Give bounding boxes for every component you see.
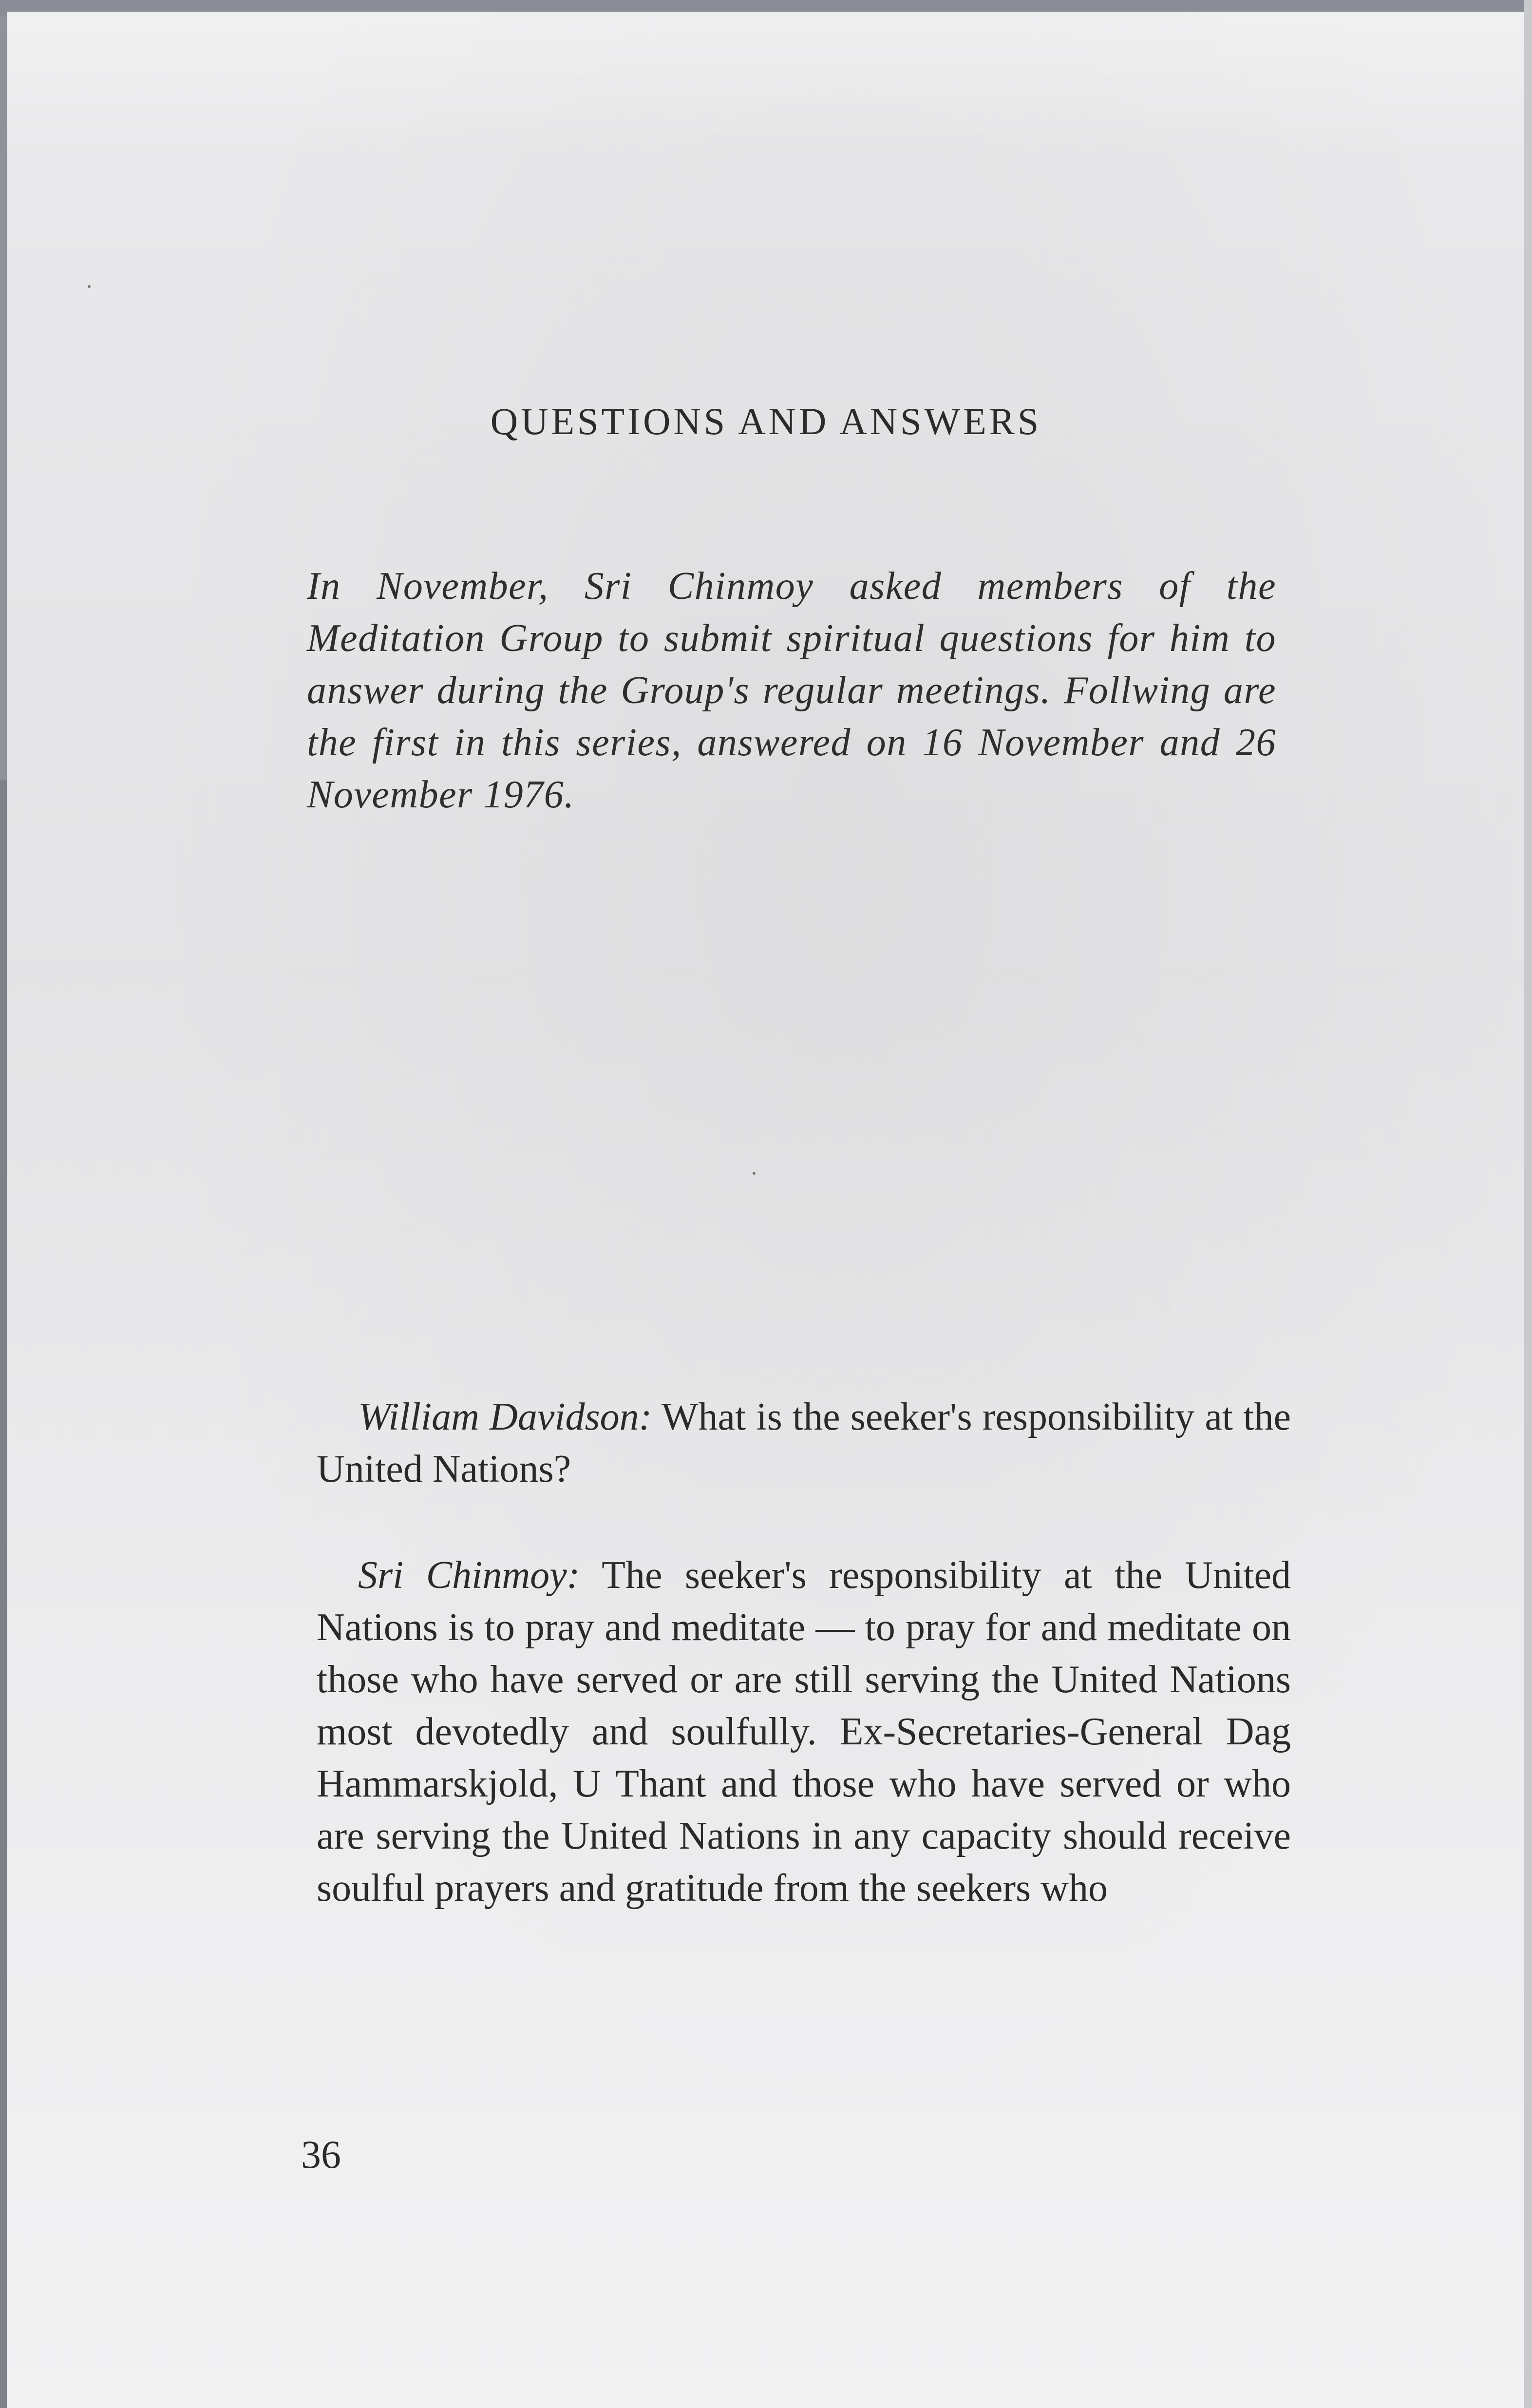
page-heading: QUESTIONS AND ANSWERS	[490, 400, 1042, 442]
question-speaker: William Davidson:	[358, 1395, 652, 1438]
dust-speck	[88, 285, 91, 288]
scan-edge-right	[1524, 0, 1532, 2408]
book-page	[7, 12, 1532, 2408]
page-number: 36	[301, 2132, 341, 2177]
scan-shadow-left	[0, 780, 7, 2408]
dust-speck	[753, 1172, 756, 1175]
answer-speaker: Sri Chinmoy:	[358, 1554, 580, 1597]
answer-text: The seeker's responsibility at the United Nations is to pray and meditate — to pray for and meditate on those who have served or are still serving the United Nations most devotedly and soulfully. Ex-Secretaries-General Dag Hammarskjold, U Thant and those who have served or who are serving the United Nations in any capacity should receive soulful prayers and gratitude from the seekers who	[317, 1554, 1291, 1910]
answer-paragraph	[317, 1549, 1291, 1914]
question-text: What is the seeker's responsibility at the United Nations?	[317, 1395, 1291, 1491]
intro-paragraph: In November, Sri Chinmoy asked members of the Meditation Group to submit spiritual questions for him to answer during the Group's regular meetings. Follwing are the first in this series, answered on 16 November and 26 November 1976.	[307, 565, 1276, 816]
question-paragraph	[317, 1391, 1291, 1495]
